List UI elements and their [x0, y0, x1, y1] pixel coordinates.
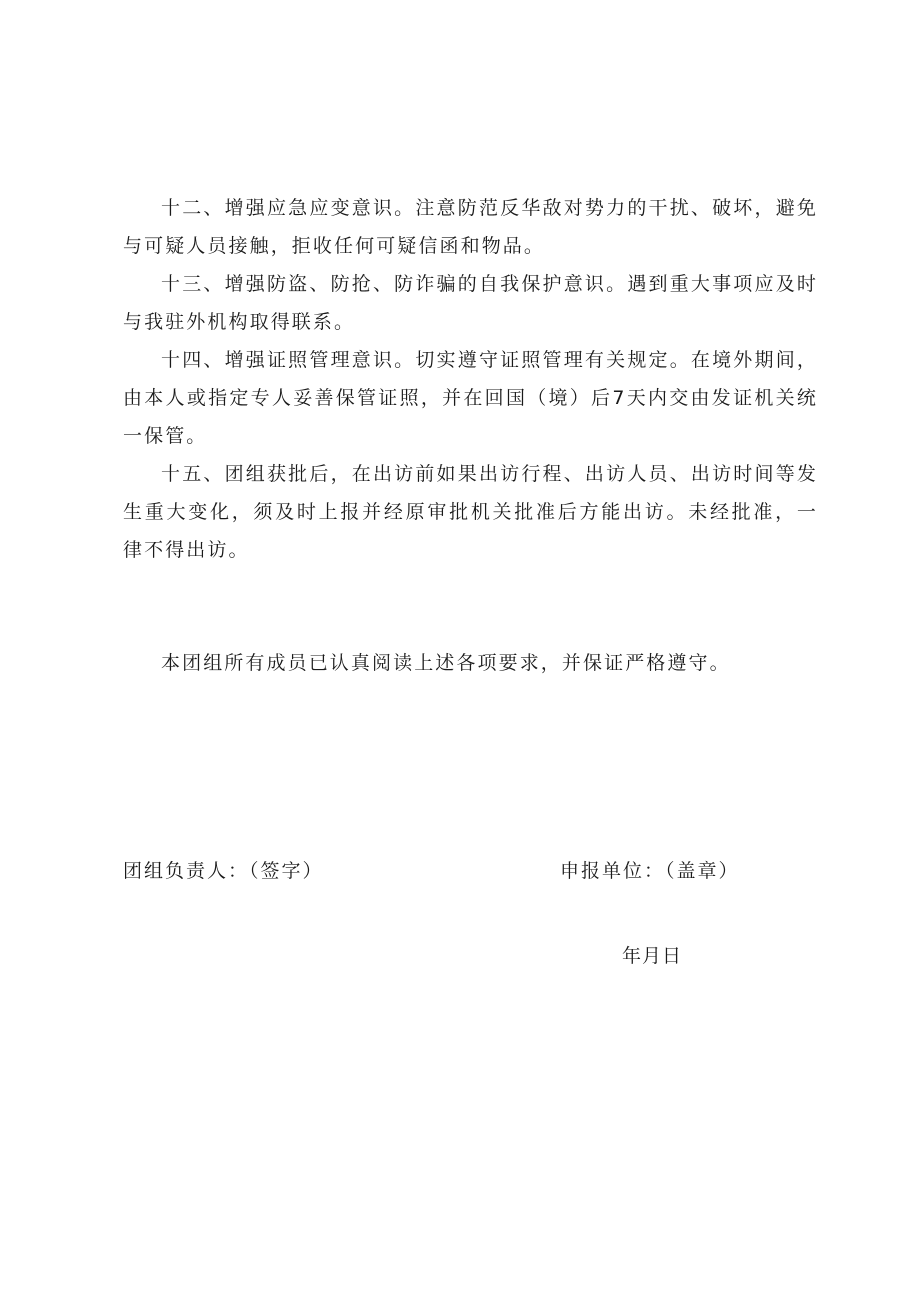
pledge-statement: 本团组所有成员已认真阅读上述各项要求，并保证严格遵守。	[161, 652, 731, 674]
clause-15: 十五、团组获批后，在出访前如果出访行程、出访人员、出访时间等发生重大变化，须及时上报并经原审批机关批准后方能出访。未经批准，一律不得出访。	[123, 463, 818, 561]
clause-13: 十三、增强防盗、防抢、防诈骗的自我保护意识。遇到重大事项应及时与我驻外机构取得联系。	[123, 273, 818, 333]
clause-12: 十二、增强应急应变意识。注意防范反华敌对势力的干扰、破坏，避免与可疑人员接触，拒收任何可疑信函和物品。	[123, 197, 818, 257]
leader-signature-line: 团组负责人：（签字）	[123, 860, 324, 882]
unit-seal-line: 申报单位：（盖章）	[560, 860, 740, 882]
clause-14: 十四、增强证照管理意识。切实遵守证照管理有关规定。在境外期间，由本人或指定专人妥善保管证照，并在回国（境）后7天内交由发证机关统一保管。	[123, 349, 818, 447]
clauses-section	[123, 189, 818, 569]
date-line: 年月日	[622, 945, 683, 967]
